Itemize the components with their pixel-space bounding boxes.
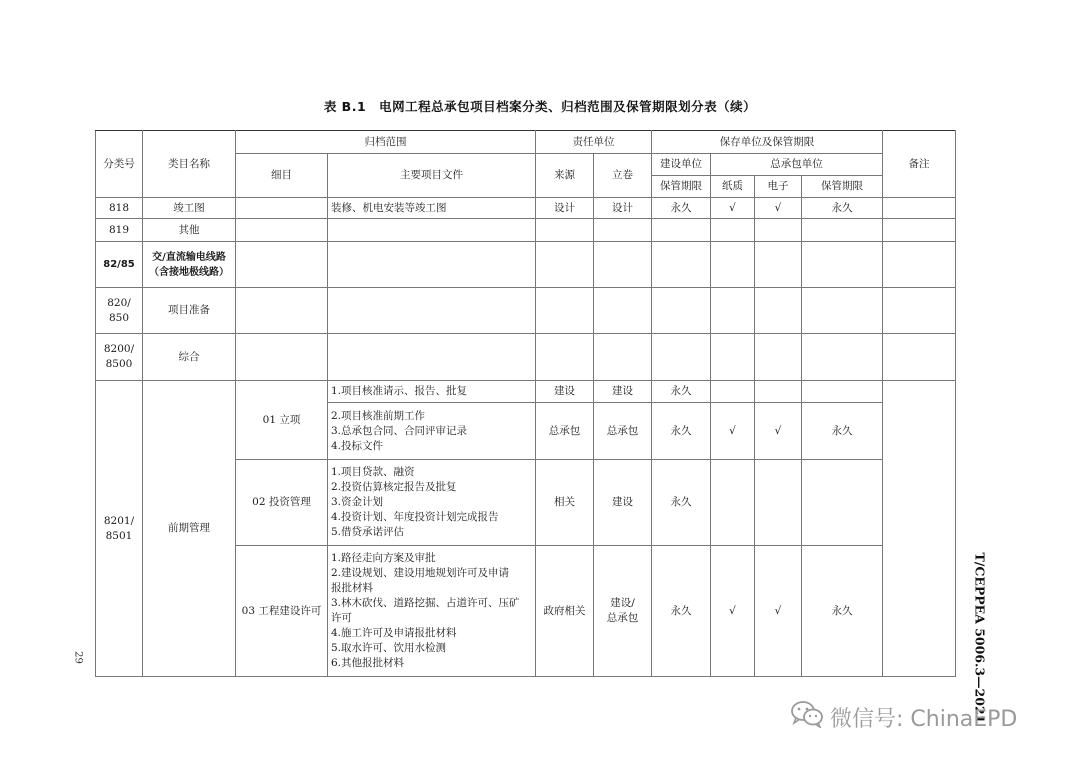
filing-line: 建设/ (610, 597, 635, 609)
group-name: 前期管理 (143, 381, 236, 677)
table-row (96, 242, 956, 288)
header-owner-period: 保管期限 (652, 176, 711, 198)
row-remarks (883, 198, 956, 219)
row-code (96, 334, 143, 381)
wechat-icon (790, 700, 824, 734)
row-files (328, 381, 536, 403)
row-paper (711, 381, 755, 403)
header-row-1 (96, 131, 956, 154)
standard-code: T/CEPPEA 5006.3—2021 (972, 552, 988, 724)
file-line: 1.项目贷款、融资 (331, 466, 415, 478)
wechat-watermark (790, 702, 1017, 732)
row-owner-period: 永久 (652, 460, 711, 546)
file-line: 许可 (331, 612, 352, 624)
row-filing (594, 546, 652, 677)
header-retention: 保存单位及保管期限 (652, 131, 883, 154)
table-title: 表 B.1 电网工程总承包项目档案分类、归档范围及保管期限划分表（续） (323, 99, 757, 114)
row-electronic (755, 460, 802, 546)
row-source: 建设 (536, 381, 594, 403)
row-contractor-period (802, 460, 883, 546)
row-source: 设计 (536, 198, 594, 219)
row-owner-period: 永久 (652, 546, 711, 677)
file-line: 1.路径走向方案及审批 (331, 552, 436, 564)
header-category-name: 类目名称 (143, 131, 236, 198)
row-remarks (883, 381, 956, 677)
table-row (96, 219, 956, 242)
file-line: 5.取水许可、饮用水检测 (331, 642, 447, 654)
row-code-line: 820/ (107, 296, 131, 309)
header-contractor: 总承包单位 (711, 154, 883, 176)
group-code-line: 8201/ (103, 514, 135, 527)
table-row (96, 334, 956, 381)
row-source: 相关 (536, 460, 594, 546)
row-name: 综合 (143, 334, 236, 381)
header-archive-scope: 归档范围 (236, 131, 536, 154)
header-main-files: 主要项目文件 (328, 154, 536, 198)
row-filing: 建设 (594, 460, 652, 546)
row-files (328, 403, 536, 460)
subgroup-detail: 03 工程建设许可 (236, 546, 328, 677)
row-code-line: 850 (108, 311, 130, 324)
row-source: 政府相关 (536, 546, 594, 677)
row-electronic: √ (755, 198, 802, 219)
row-owner-period: 永久 (652, 403, 711, 460)
row-code (96, 288, 143, 334)
filing-line: 总承包 (606, 612, 639, 624)
row-name: 其他 (143, 219, 236, 242)
row-contractor-period: 永久 (802, 198, 883, 219)
row-files (328, 460, 536, 546)
row-code: 818 (96, 198, 143, 219)
row-owner-period: 永久 (652, 198, 711, 219)
file-line: 4.投资计划、年度投资计划完成报告 (331, 511, 499, 523)
header-filing: 立卷 (594, 154, 652, 198)
file-line: 1.项目核准请示、报告、批复 (331, 385, 468, 397)
row-owner-period: 永久 (652, 381, 711, 403)
row-electronic: √ (755, 403, 802, 460)
archive-table (95, 130, 956, 677)
row-code-line: 8200/ (103, 343, 135, 355)
header-code: 分类号 (96, 131, 143, 198)
page-number: 29 (72, 651, 84, 664)
group-code-line: 8501 (105, 529, 133, 542)
row-files (328, 546, 536, 677)
file-line: 5.借贷承诺评估 (331, 526, 405, 538)
table-row (96, 288, 956, 334)
row-name: 项目准备 (143, 288, 236, 334)
file-line: 2.建设规划、建设用地规划许可及申请 (331, 567, 510, 579)
header-electronic: 电子 (755, 176, 802, 198)
file-line: 6.其他报批材料 (331, 657, 405, 669)
watermark-text: 微信号: ChinaEPD (830, 706, 1018, 732)
file-line: 报批材料 (331, 582, 373, 594)
file-line: 3.资金计划 (331, 496, 384, 508)
group-code (96, 381, 143, 677)
row-paper (711, 460, 755, 546)
row-name (143, 242, 236, 288)
row-detail (236, 198, 328, 219)
header-paper: 纸质 (711, 176, 755, 198)
row-paper: √ (711, 198, 755, 219)
header-source: 来源 (536, 154, 594, 198)
row-filing: 建设 (594, 381, 652, 403)
row-code: 82/85 (96, 242, 143, 288)
row-name-line: （含接地极线路） (149, 266, 229, 278)
header-contractor-period: 保管期限 (802, 176, 883, 198)
row-contractor-period (802, 381, 883, 403)
row-name-line: 交/直流输电线路 (152, 251, 226, 263)
table-row (96, 198, 956, 219)
file-line: 2.项目核准前期工作 (331, 409, 426, 422)
file-line: 3.总承包合同、合同评审记录 (331, 424, 468, 437)
file-line: 3.林木砍伐、道路挖掘、占道许可、压矿 (331, 597, 520, 609)
row-source: 总承包 (536, 403, 594, 460)
row-filing: 设计 (594, 198, 652, 219)
row-files: 装修、机电安装等竣工图 (328, 198, 536, 219)
row-electronic (755, 381, 802, 403)
file-line: 2.投资估算核定报告及批复 (331, 481, 457, 493)
header-remarks: 备注 (883, 131, 956, 198)
header-owner: 建设单位 (652, 154, 711, 176)
row-paper: √ (711, 403, 755, 460)
subgroup-detail: 01 立项 (236, 381, 328, 460)
file-line: 4.施工许可及申请报批材料 (331, 627, 457, 639)
file-line: 4.投标文件 (331, 439, 384, 452)
row-code: 819 (96, 219, 143, 242)
table-row (96, 381, 956, 403)
row-code-line: 8500 (105, 358, 133, 370)
header-detail: 细目 (236, 154, 328, 198)
row-contractor-period: 永久 (802, 403, 883, 460)
row-contractor-period: 永久 (802, 546, 883, 677)
row-electronic: √ (755, 546, 802, 677)
row-name: 竣工图 (143, 198, 236, 219)
row-paper: √ (711, 546, 755, 677)
subgroup-detail: 02 投资管理 (236, 460, 328, 546)
row-filing: 总承包 (594, 403, 652, 460)
header-responsibility: 责任单位 (536, 131, 652, 154)
